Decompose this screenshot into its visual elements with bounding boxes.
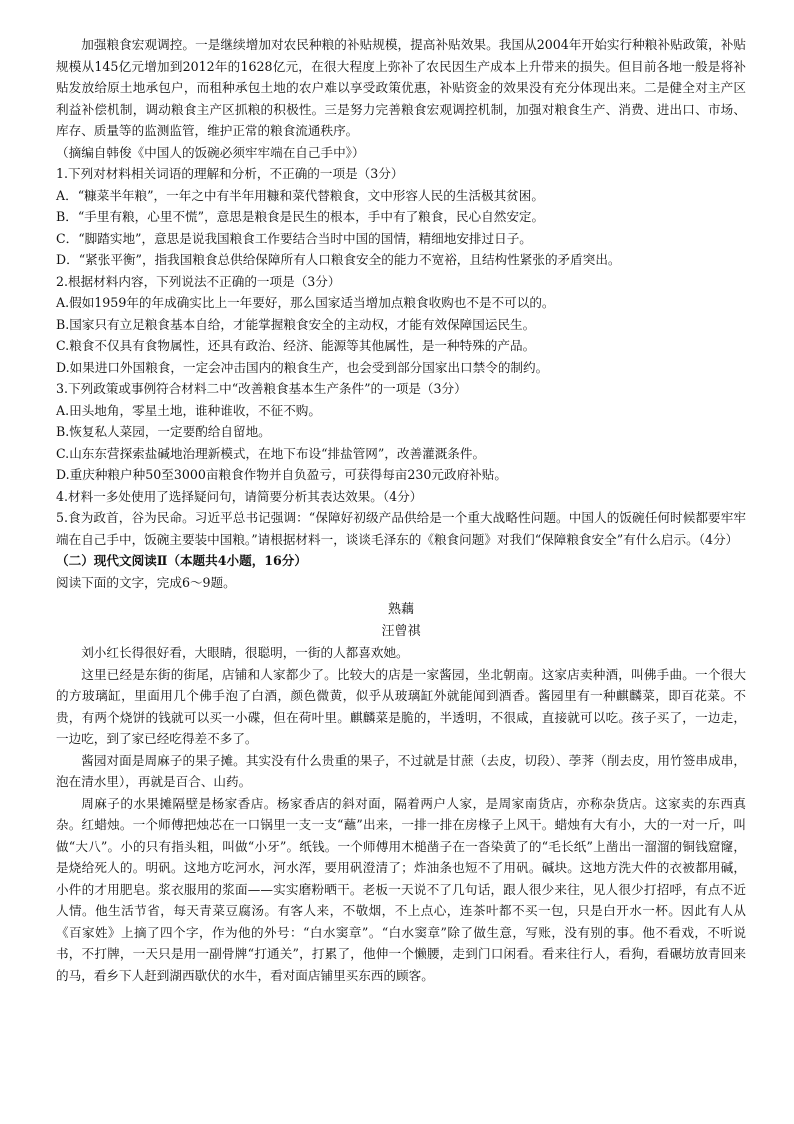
section-instruction: 阅读下面的文字，完成6～9题。 bbox=[56, 574, 236, 590]
question-1-option-b: B．“手里有粮，心里不慌”，意思是粮食是民生的根本，手中有了粮食，民心自然安定。 bbox=[56, 209, 545, 224]
question-2-option-c: C.粮食不仅具有食物属性，还具有政治、经济、能源等其他属性，是一种特殊的产品。 bbox=[56, 338, 536, 353]
question-1-option-a: A．“糠菜半年粮”，一年之中有半年用糠和菜代替粮食，文中形容人民的生活极其贫困。 bbox=[56, 187, 544, 203]
material-paragraph: 加强粮食宏观调控。一是继续增加对农民种粮的补贴规模，提高补贴效果。我国从2004年开始实行种粮补贴政策，补贴规模从145亿元增加到2012年的1628亿元，在很大程度上弥补了农民因生产成本上升带来的损失。但目前各地一般是将补贴发放给原土地承包户，而租种承包土地的农户难以享受政策优惠，补贴资金的效果没有充分体现出来。二是健全对主产区利益补偿机制，调动粮食主产区抓粮的积极性。三是努力完善粮食宏观调控机制，加强对粮食生产、消费、进出口、市场、库存、质量等的监测监管，维护正常的粮食流通秩序。 bbox=[56, 37, 746, 138]
question-2-option-a: A.假如1959年的年成确实比上一年要好，那么国家适当增加点粮食收购也不是不可以的。 bbox=[56, 295, 555, 310]
question-5-stem: 5.食为政首，谷为民命。习近平总书记强调：“保障好初级产品供给是一个重大战略性问题。中国人的饭碗任何时候都要牢牢端在自己手中，饭碗主要装中国粮。”请根据材料一，谈谈毛泽东的《粮食问题》对我们“保障粮食安全”有什么启示。（4分） bbox=[56, 510, 746, 547]
question-1-option-c: C．“脚踏实地”，意思是说我国粮食工作要结合当时中国的国情，精细地安排过日子。 bbox=[56, 230, 532, 246]
question-3-option-c: C.山东东营探索盐碱地治理新模式，在地下布设“排盐管网”，改善灌溉条件。 bbox=[56, 445, 486, 461]
section-heading: （二）现代文阅读Ⅱ（本题共4小题，16分） bbox=[56, 553, 307, 568]
question-1-stem: 1.下列对材料相关词语的理解和分析，不正确的一项是（3分） bbox=[56, 166, 404, 181]
question-2-option-d: D.如果进口外国粮食，一定会冲击国内的粮食生产，也会受到部分国家出口禁令的制约。 bbox=[56, 359, 549, 375]
question-1-option-d: D．“紧张平衡”，指我国粮食总供给保障所有人口粮食安全的能力不宽裕，且结构性紧张的矛盾突出。 bbox=[56, 252, 621, 267]
question-3-option-a: A.田头地角，零星土地，谁种谁收，不征不购。 bbox=[56, 402, 321, 418]
question-3-option-b: B.恢复私人菜园，一定要酌给自留地。 bbox=[56, 424, 271, 439]
story-paragraph: 周麻子的水果摊隔壁是杨家香店。杨家香店的斜对面，隔着两户人家，是周家南货店，亦称杂货店。这家卖的东西真杂。红蜡烛。一个师傅把烛芯在一口锅里一支一支“蘸”出来，一排一排在房椽子上风干。蜡烛有大有小，大的一对一斤，叫做“大八”。小的只有指头粗，叫做“小牙”。纸钱。一个师傅用木槌凿子在一沓染黄了的“毛长纸”上凿出一溜溜的铜钱窟窿，是烧给死人的。明矾。这地方吃河水，河水浑，要用矾澄清了；炸油条也短不了用矾。碱块。这地方洗大件的衣被都用碱，小件的才用肥皂。浆衣服用的浆面——实实磨粉晒干。老板一天说不了几句话，跟人很少来往，见人很少打招呼，有点不近人情。他生活节省，每天青菜豆腐汤。有客人来，不敬烟，不上点心，连茶叶都不买一包，只是白开水一杯。因此有人从《百家姓》上摘了四个字，作为他的外号：“白水窦章”。“白水窦章”除了做生意，写账，没有别的事。他不看戏，不听说书，不打牌，一天只是用一副骨牌“打通关”，打累了，他伸一个懒腰，走到门口闲看。看来往行人，看狗，看碾坊放青回来的马，看乡下人赶到湖西歇伏的水牛，看对面店铺里买东西的顾客。 bbox=[56, 795, 746, 983]
story-paragraph: 这里已经是东街的街尾，店铺和人家都少了。比较大的店是一家酱园，坐北朝南。这家店卖种酒，叫佛手曲。一个很大的方玻璃缸，里面用几个佛手泡了白酒，颜色微黄，似乎从玻璃缸外就能闻到酒香。酱园里有一种麒麟菜，即百花菜。不贵，有两个烧饼的钱就可以买一小碟，但在荷叶里。麒麟菜是脆的，半透明，不很咸，直接就可以吃。孩子买了，一边走，一边吃，到了家已经吃得差不多了。 bbox=[56, 666, 746, 746]
question-2-option-b: B.国家只有立足粮食基本自给，才能掌握粮食安全的主动权，才能有效保障国运民生。 bbox=[56, 316, 536, 332]
question-4-stem: 4.材料一多处使用了选择疑问句，请简要分析其表达效果。（4分） bbox=[56, 488, 423, 504]
story-paragraph: 酱园对面是周麻子的果子摊。其实没有什么贵重的果子，不过就是甘蔗（去皮，切段）、荸荠（削去皮，用竹签串成串，泡在清水里），再就是百合、山药。 bbox=[56, 752, 746, 789]
story-title: 熟藕 bbox=[387, 602, 414, 617]
material-source: （摘编自韩俊《中国人的饭碗必须牢牢端在自己手中》） bbox=[56, 144, 365, 160]
question-3-option-d: D.重庆种粮户种50至3000亩粮食作物并自负盈亏，可获得每亩230元政府补贴。 bbox=[56, 467, 507, 482]
question-3-stem: 3.下列政策或事例符合材料二中“改善粮食基本生产条件”的一项是（3分） bbox=[56, 381, 467, 396]
document-page bbox=[56, 34, 746, 986]
question-2-stem: 2.根据材料内容，下列说法不正确的一项是（3分） bbox=[56, 273, 341, 289]
story-paragraph: 刘小红长得很好看，大眼睛，很聪明，一街的人都喜欢她。 bbox=[81, 645, 409, 660]
story-author: 汪曾祺 bbox=[381, 623, 421, 639]
